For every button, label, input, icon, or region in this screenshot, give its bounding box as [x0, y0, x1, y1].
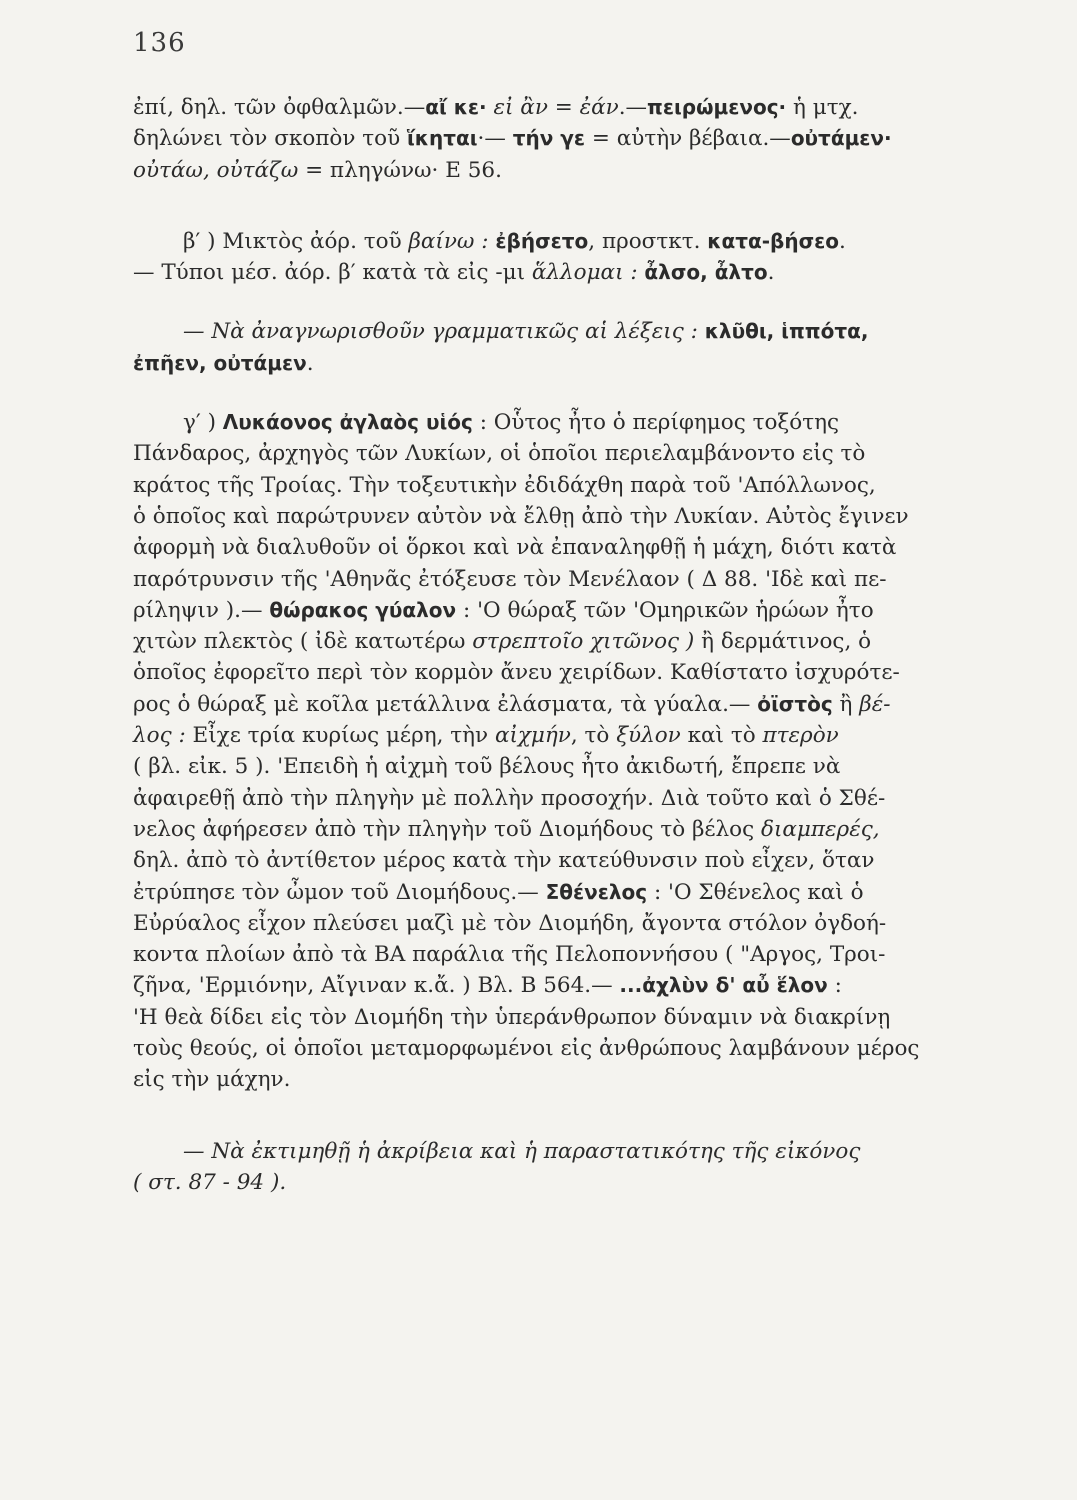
paragraph: [133, 316, 993, 379]
text-segment: .—: [618, 95, 648, 120]
italic-text: — Νὰ ἐκτιμηθῇ ἡ ἀκρίβεια καὶ ἡ παραστατικότης τῆς εἰκόνος: [183, 1138, 861, 1164]
text-segment: Πάνδαρος, ἀρχηγὸς τῶν Λυκίων, οἱ ὁποῖοι περιελαμβάνοντο εἰς τὸ: [133, 441, 866, 467]
italic-text: λος :: [133, 723, 186, 749]
text-segment: , προστκτ.: [588, 228, 708, 254]
text-segment: δηλώνει τὸν σκοπὸν τοῦ: [133, 126, 407, 152]
text-line: [133, 1136, 993, 1167]
text-line: [133, 595, 993, 626]
text-segment: κράτος τῆς Τροίας. Τὴν τοξευτικὴν ἐδιδάχθη παρὰ τοῦ 'Απόλλωνος,: [133, 472, 876, 498]
text-segment: [698, 319, 705, 344]
body-text: [133, 92, 993, 1198]
text-segment: ( βλ. εἰκ. 5 ). 'Επειδὴ ἡ αἰχμὴ τοῦ βέλους ἦτο ἀκιδωτή, ἔπρεπε νὰ: [133, 754, 841, 780]
text-segment: ἢ δερμάτινος, ὁ: [694, 629, 872, 655]
text-segment: ἀφορμὴ νὰ διαλυθοῦν οἱ ὅρκοι καὶ νὰ ἐπαναληφθῇ ἡ μάχη, διότι κατὰ: [133, 535, 897, 561]
text-line: [133, 877, 993, 908]
text-segment: ἀφαιρεθῇ ἀπὸ τὴν πληγὴν μὲ πολλὴν προσοχήν. Διὰ τοῦτο καὶ ὁ Σθέ-: [133, 785, 886, 811]
text-line: [133, 438, 993, 469]
text-segment: .: [767, 260, 775, 286]
italic-text: ( στ. 87 - 94 ).: [133, 1169, 287, 1195]
text-segment: γ′ ): [183, 410, 223, 436]
text-segment: ρος ὁ θώραξ μὲ κοῖλα μετάλλινα ἐλάσματα, τὰ γύαλα.—: [133, 691, 758, 717]
text-segment: ὁποῖος ἐφορεῖτο περὶ τὸν κορμὸν ἄνευ χειρίδων. Καθίστατο ἰσχυρότε-: [133, 660, 900, 686]
text-segment: [487, 95, 494, 120]
text-line: [133, 1167, 993, 1198]
text-segment: νελος ἀφήρεσεν ἀπὸ τὴν πληγὴν τοῦ Διομήδους τὸ βέλος: [133, 816, 762, 842]
bold-term: κατα-βήσεο: [707, 228, 840, 253]
text-segment: ζῆνα, 'Ερμιόνην, Αἴγιναν κ.ἄ. ) Βλ. Β 564.—: [133, 973, 620, 999]
text-line: [133, 908, 993, 939]
text-segment: — Τύποι μέσ. ἀόρ. β′ κατὰ τὰ εἰς -μι: [133, 260, 532, 286]
text-line: [133, 564, 993, 595]
text-line: [133, 626, 993, 657]
bold-term: οὐτάμεν·: [790, 126, 892, 151]
text-segment: καὶ τὸ: [680, 723, 763, 749]
italic-text: πτερὸν: [762, 723, 839, 749]
paragraph: [133, 226, 993, 289]
text-line: [133, 407, 993, 438]
text-line: [133, 123, 993, 154]
text-segment: ρίληψιν ).—: [133, 597, 270, 623]
text-segment: = πληγώνω· Ε 56.: [298, 157, 502, 183]
text-line: [133, 814, 993, 845]
text-line: [133, 720, 993, 751]
text-segment: χιτὼν πλεκτὸς ( ἰδὲ κατωτέρω: [133, 629, 473, 655]
bold-term: ἐβήσετο: [495, 228, 589, 253]
text-segment: ἢ: [832, 691, 860, 717]
text-segment: : 'Ο Σθένελος καὶ ὁ: [647, 879, 864, 905]
text-segment: .: [306, 350, 314, 376]
text-segment: ·—: [477, 126, 513, 152]
text-segment: κοντα πλοίων ἀπὸ τὰ ΒΑ παράλια τῆς Πελοποννήσου ( "Αργος, Τροι-: [133, 942, 886, 968]
paragraph: [133, 407, 993, 1096]
text-segment: ἡ μτχ.: [786, 95, 859, 120]
bold-term: ὀϊστὸς: [757, 691, 833, 716]
text-segment: β′ ) Μικτὸς ἀόρ. τοῦ: [183, 228, 409, 254]
text-line: [133, 316, 993, 347]
text-segment: δηλ. ἀπὸ τὸ ἀντίθετον μέρος κατὰ τὴν κατεύθυνσιν ποὺ εἶχεν, ὅταν: [133, 848, 875, 874]
italic-text: ἅλλομαι :: [531, 260, 638, 286]
text-line: [133, 845, 993, 876]
text-segment: Εὐρύαλος εἶχον πλεύσει μαζὶ μὲ τὸν Διομήδη, ἄγοντα στόλον ὀγδοή-: [133, 910, 887, 936]
text-segment: 'Η θεὰ δίδει εἰς τὸν Διομήδη τὴν ὑπεράνθρωπον δύναμιν νὰ διακρίνῃ: [133, 1004, 891, 1030]
text-segment: Εἶχε τρία κυρίως μέρη, τὴν: [185, 723, 495, 749]
text-segment: , τὸ: [570, 723, 617, 749]
text-line: [133, 155, 993, 186]
bold-term: ...ἀχλὺν δ' αὖ ἕλον: [619, 973, 828, 998]
bold-term: θώρακος γύαλον: [269, 597, 457, 622]
bold-term: πειρώμενος·: [647, 95, 787, 119]
paragraph-gap: [133, 1096, 993, 1136]
italic-text: βέ-: [859, 691, 891, 717]
italic-text: αἰχμήν: [494, 723, 571, 749]
paragraph-gap: [133, 379, 993, 407]
paragraph: [133, 1136, 993, 1199]
text-line: [133, 1064, 993, 1095]
paragraph-gap: [133, 186, 993, 226]
bold-term: Λυκάονος ἀγλαὸς υἱός: [222, 410, 473, 435]
text-segment: παρότρυνσιν τῆς 'Αθηνᾶς ἐτόξευσε τὸν Μενέλαον ( Δ 88. 'Ιδὲ καὶ πε-: [133, 566, 887, 592]
italic-text: διαμπερές,: [761, 816, 880, 842]
text-segment: εἰς τὴν μάχην.: [133, 1067, 291, 1093]
text-segment: .: [839, 228, 846, 254]
text-line: [133, 1002, 993, 1033]
italic-text: ξύλον: [616, 723, 681, 749]
text-line: [133, 501, 993, 532]
italic-text: — Νὰ ἀναγνωρισθοῦν γραμματικῶς αἱ λέξεις :: [183, 319, 698, 345]
text-segment: ἐπί, δηλ. τῶν ὀφθαλμῶν.—: [133, 95, 426, 120]
text-segment: τοὺς θεούς, οἱ ὁποῖοι μεταμορφωμένοι εἰς ἀνθρώπους λαμβάνουν μέρος: [133, 1036, 920, 1062]
text-line: [133, 1033, 993, 1064]
text-segment: : 'Ο θώραξ τῶν 'Ομηρικῶν ἡρώων ἦτο: [456, 597, 874, 623]
bold-term: αἴ κε·: [425, 95, 487, 119]
bold-term: ἐπῆεν, οὐτάμεν: [133, 350, 307, 375]
bold-term: κλῦθι, ἱππότα,: [704, 319, 869, 344]
bold-term: τήν γε: [512, 126, 586, 151]
text-segment: :: [827, 973, 842, 999]
paragraph-gap: [133, 288, 993, 316]
text-line: [133, 689, 993, 720]
text-line: [133, 92, 993, 123]
bold-term: ἵκηται: [406, 126, 478, 151]
italic-text: βαίνω :: [408, 228, 489, 254]
text-line: [133, 657, 993, 688]
text-line: [133, 970, 993, 1001]
text-segment: = αὐτὴν βέβαια.—: [585, 126, 791, 152]
text-segment: ὁ ὁποῖος καὶ παρώτρυνεν αὐτὸν νὰ ἔλθῃ ἀπὸ τὴν Λυκίαν. Αὐτὸς ἔγινεν: [133, 503, 909, 529]
text-line: [133, 783, 993, 814]
bold-term: ἆλσο, ἆλτο: [644, 260, 768, 285]
text-segment: : Οὗτος ἦτο ὁ περίφημος τοξότης: [472, 410, 840, 436]
page-number: 136: [133, 28, 186, 58]
bold-term: Σθένελος: [545, 879, 648, 904]
text-segment: ἐτρύπησε τὸν ὦμον τοῦ Διομήδους.—: [133, 879, 546, 905]
text-line: [133, 348, 993, 379]
text-line: [133, 532, 993, 563]
italic-text: οὐτάω, οὐτάζω: [133, 157, 299, 183]
italic-text: εἰ ἂν = ἐάν: [493, 95, 619, 120]
paragraph: [133, 92, 993, 186]
text-line: [133, 470, 993, 501]
text-line: [133, 939, 993, 970]
text-line: [133, 751, 993, 782]
italic-text: στρεπτοῖο χιτῶνος ): [472, 629, 695, 655]
text-line: [133, 257, 993, 288]
text-line: [133, 226, 993, 257]
